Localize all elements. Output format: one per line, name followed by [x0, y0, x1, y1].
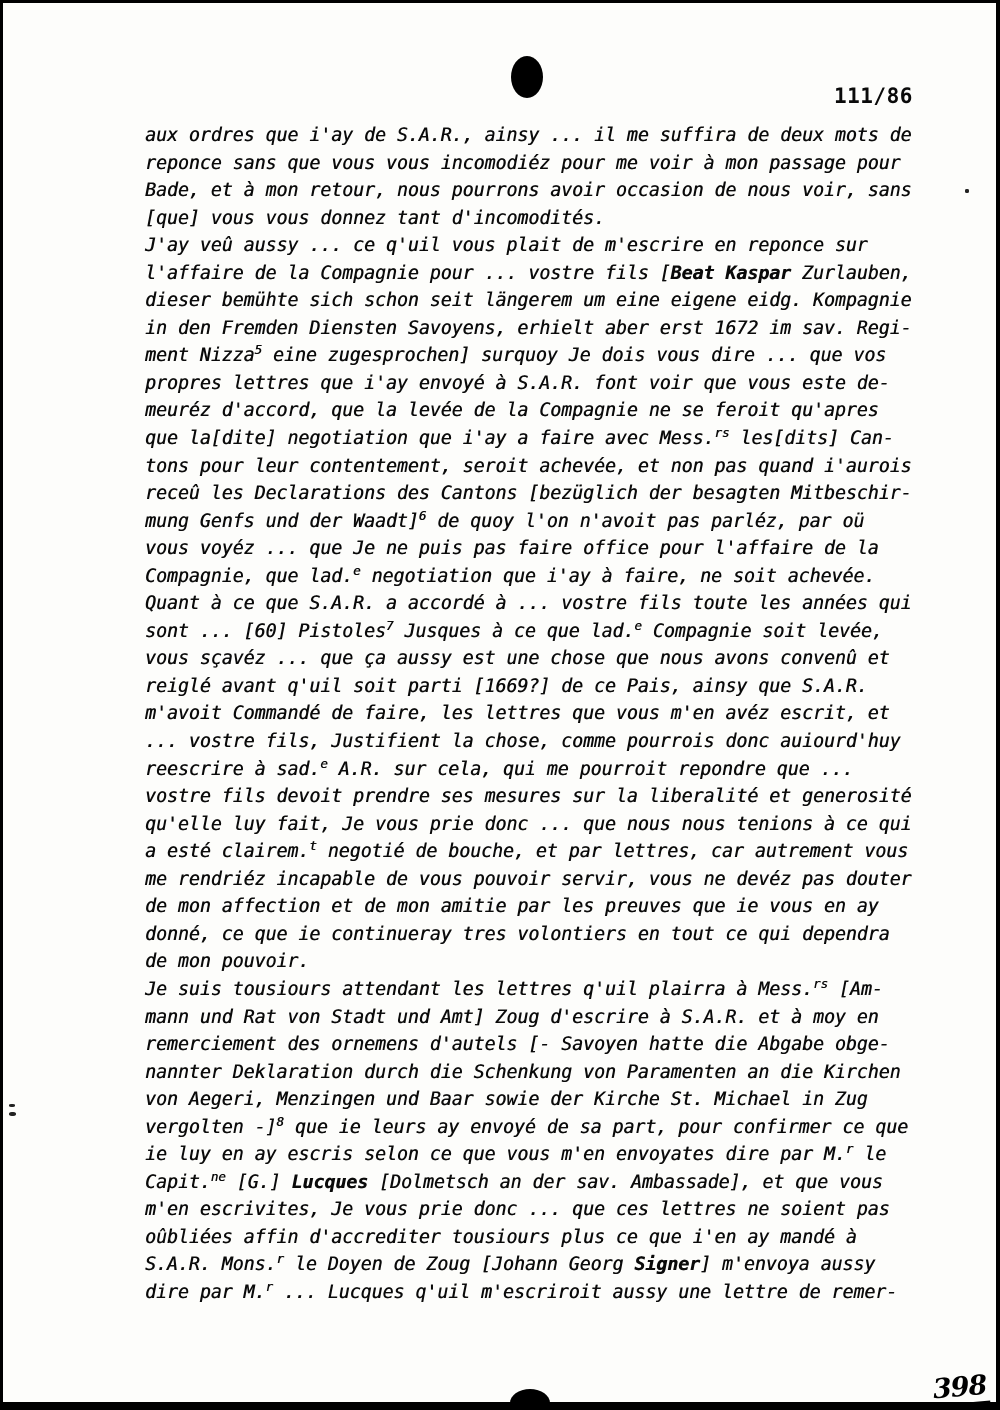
- text-line: [145, 1196, 935, 1224]
- text-segment: reescrire à sad.: [145, 758, 321, 780]
- text-line: [145, 370, 935, 398]
- text-line: [145, 618, 935, 646]
- text-segment: vous sçavéz ... que ça aussy est une chose que nous avons convenû et: [145, 648, 890, 670]
- text-line: [145, 177, 935, 205]
- text-line: [145, 838, 935, 866]
- text-segment: negotié de bouche, et par lettres, car autrement vous: [316, 841, 909, 863]
- text-line: [145, 1224, 935, 1252]
- text-segment: Quant à ce que S.A.R. a accordé à ... vostre fils toute les années qui: [145, 593, 912, 615]
- text-segment: le: [853, 1144, 887, 1166]
- text-line: [145, 397, 935, 425]
- text-segment: nannter Deklaration durch die Schenkung von Paramenten an die Kirchen: [145, 1061, 901, 1083]
- superscript-note-ref: 5: [254, 342, 263, 358]
- superscript-note-ref: 6: [418, 507, 427, 523]
- bold-name: Lucques: [291, 1171, 369, 1193]
- text-line: [145, 1251, 935, 1279]
- text-segment: l'affaire de la Compagnie pour ... vostre fils [: [145, 262, 671, 284]
- text-segment: de quoy l'on n'avoit pas parléz, par oü: [426, 510, 865, 532]
- scan-border-bottom: [0, 1402, 1000, 1410]
- text-line: [145, 921, 935, 949]
- text-segment: m'en escrivites, Je vous prie donc ... que ces lettres ne soient pas: [145, 1199, 890, 1221]
- text-segment: [que] vous vous donnez tant d'incomodités.: [145, 207, 605, 229]
- superscript-note-ref: e: [320, 755, 328, 771]
- superscript-note-ref: rs: [812, 975, 829, 991]
- text-segment: receû les Declarations des Cantons [bezüglich der besagten Mitbeschir-: [145, 483, 912, 505]
- text-segment: ... vostre fils, Justifient la chose, comme pourrois donc auiourd'huy: [145, 731, 901, 753]
- text-segment: mann und Rat von Stadt und Amt] Zoug d'escrire à S.A.R. et à moy en: [145, 1006, 879, 1028]
- superscript-note-ref: r: [265, 1278, 273, 1294]
- text-segment: dieser bemühte sich schon seit längerem um eine eigene eidg. Kompagnie: [145, 290, 912, 312]
- text-segment: negotiation que i'ay à faire, ne soit achevée.: [360, 565, 876, 587]
- scan-border-top: [0, 0, 1000, 3]
- text-segment: donné, ce que ie continueray tres volontiers en tout ce qui dependra: [145, 923, 890, 945]
- text-segment: [Dolmetsch an der sav. Ambassade], et que vous: [368, 1171, 883, 1193]
- text-segment: von Aegeri, Menzingen und Baar sowie der Kirche St. Michael in Zug: [145, 1089, 868, 1111]
- text-segment: que ie leurs ay envoyé de sa part, pour confirmer ce que: [283, 1116, 909, 1138]
- bold-name: Signer: [634, 1254, 701, 1276]
- text-line: [145, 425, 935, 453]
- text-line: [145, 315, 935, 343]
- superscript-note-ref: r: [276, 1251, 284, 1267]
- text-segment: remerciement des ornemens d'autels [- Savoyen hatte die Abgabe obge-: [145, 1034, 890, 1056]
- text-segment: que la[dite] negotiation que i'ay a faire avec Mess.: [145, 428, 715, 450]
- text-segment: Capit.: [145, 1171, 211, 1193]
- text-line: [145, 563, 935, 591]
- text-line: [145, 232, 935, 260]
- text-line: [145, 535, 935, 563]
- text-segment: [G.]: [225, 1171, 292, 1193]
- text-segment: ment Nizza: [145, 345, 255, 367]
- text-line: [145, 783, 935, 811]
- text-line: [145, 756, 935, 784]
- text-segment: meuréz d'accord, que la levée de la Compagnie ne se feroit qu'apres: [145, 400, 879, 422]
- text-line: [145, 700, 935, 728]
- text-line: [145, 673, 935, 701]
- scan-speck: [9, 1112, 16, 1116]
- scan-artifact-dot-top: [511, 56, 543, 98]
- bold-name: Beat Kaspar: [670, 262, 792, 284]
- text-segment: le Doyen de Zoug [Johann Georg: [283, 1254, 635, 1276]
- text-line: [145, 150, 935, 178]
- text-line: [145, 590, 935, 618]
- text-line: [145, 1004, 935, 1032]
- text-segment: Bade, et à mon retour, nous pourrons avoir occasion de nous voir, sans: [145, 180, 912, 202]
- text-segment: qu'elle luy fait, Je vous prie donc ... que nous nous tenions à ce qui: [145, 813, 912, 835]
- text-segment: ... Lucques q'uil m'escriroit aussy une lettre de remer-: [272, 1281, 898, 1303]
- superscript-note-ref: e: [353, 562, 361, 578]
- text-line: [145, 508, 935, 536]
- text-line: [145, 260, 935, 288]
- text-line: [145, 728, 935, 756]
- superscript-note-ref: t: [309, 838, 317, 854]
- text-segment: ie luy en ay escris selon ce que vous m'en envoyates dire par M.: [145, 1144, 846, 1166]
- superscript-note-ref: 7: [385, 617, 394, 633]
- text-segment: J'ay veû aussy ... ce q'uil vous plait de m'escrire en reponce sur: [145, 235, 868, 257]
- text-line: [145, 1279, 935, 1307]
- text-segment: vergolten -]: [145, 1116, 277, 1138]
- text-line: [145, 1031, 935, 1059]
- text-segment: eine zugesprochen] surquoy Je dois vous dire ... que vos: [262, 345, 887, 367]
- scan-speck: [965, 189, 969, 193]
- text-segment: [Am-: [828, 978, 883, 1000]
- text-line: [145, 948, 935, 976]
- text-line: [145, 287, 935, 315]
- scan-artifact-dot-bottom: [510, 1389, 550, 1410]
- text-line: [145, 645, 935, 673]
- text-segment: sont ... [60] Pistoles: [145, 620, 386, 642]
- text-line: [145, 866, 935, 894]
- text-segment: oûbliées affin d'accrediter tousiours plus ce que i'en ay mandé à: [145, 1226, 857, 1248]
- text-line: [145, 480, 935, 508]
- text-segment: ] m'envoya aussy: [700, 1254, 876, 1276]
- text-line: [145, 453, 935, 481]
- superscript-note-ref: ne: [210, 1168, 226, 1184]
- handwritten-folio-number: 398: [931, 1370, 991, 1408]
- text-segment: dire par M.: [145, 1281, 266, 1303]
- text-segment: de mon affection et de mon amitie par les preuves que ie vous en ay: [145, 896, 879, 918]
- text-line: [145, 342, 935, 370]
- scan-speck: [9, 1104, 15, 1107]
- text-segment: tons pour leur contentement, seroit achevée, et non pas quand i'aurois: [145, 455, 912, 477]
- superscript-note-ref: e: [634, 617, 642, 633]
- text-segment: a esté clairem.: [145, 841, 310, 863]
- superscript-note-ref: r: [845, 1141, 854, 1157]
- text-line: [145, 122, 935, 150]
- text-line: [145, 976, 935, 1004]
- page-number-header: 111/86: [834, 84, 913, 108]
- text-segment: reiglé avant q'uil soit parti [1669?] de ce Pais, ainsy que S.A.R.: [145, 675, 868, 697]
- text-segment: reponce sans que vous vous incomodiéz pour me voir à mon passage pour: [145, 152, 901, 174]
- text-segment: Compagnie, que lad.: [145, 565, 354, 587]
- text-segment: vostre fils devoit prendre ses mesures sur la liberalité et generosité: [145, 786, 912, 808]
- superscript-note-ref: rs: [714, 425, 730, 441]
- text-segment: de mon pouvoir.: [145, 951, 310, 973]
- text-line: [145, 1086, 935, 1114]
- text-segment: aux ordres que i'ay de S.A.R., ainsy ... il me suffira de deux mots de: [145, 125, 912, 146]
- text-segment: S.A.R. Mons.: [145, 1254, 277, 1276]
- scan-border-right: [996, 0, 1000, 1410]
- text-segment: m'avoit Commandé de faire, les lettres que vous m'en avéz escrit, et: [145, 703, 890, 725]
- text-segment: vous voyéz ... que Je ne puis pas faire office pour l'affaire de la: [145, 538, 879, 560]
- text-segment: me rendriéz incapable de vous pouvoir servir, vous ne devéz pas douter: [145, 868, 912, 890]
- text-line: [145, 893, 935, 921]
- text-line: [145, 811, 935, 839]
- text-line: [145, 205, 935, 233]
- text-segment: les[dits] Can-: [729, 428, 894, 450]
- text-line: [145, 1114, 935, 1142]
- document-body: [145, 122, 935, 1307]
- text-line: [145, 1059, 935, 1087]
- text-segment: propres lettres que i'ay envoyé à S.A.R. font voir que vous este de-: [145, 372, 890, 394]
- text-segment: Je suis tousiours attendant les lettres q'uil plairra à Mess.: [145, 978, 813, 1000]
- superscript-note-ref: 8: [276, 1113, 284, 1129]
- text-segment: Zurlauben,: [791, 262, 912, 284]
- text-segment: Compagnie soit levée,: [641, 620, 883, 642]
- text-segment: in den Fremden Diensten Savoyens, erhielt aber erst 1672 im sav. Regi-: [145, 317, 912, 339]
- scan-border-left: [0, 0, 3, 1410]
- text-segment: A.R. sur cela, qui me pourroit repondre que ...: [327, 758, 854, 780]
- text-segment: Jusques à ce que lad.: [393, 620, 635, 642]
- text-line: [145, 1141, 935, 1169]
- text-line: [145, 1169, 935, 1197]
- text-segment: mung Genfs und der Waadt]: [145, 510, 419, 532]
